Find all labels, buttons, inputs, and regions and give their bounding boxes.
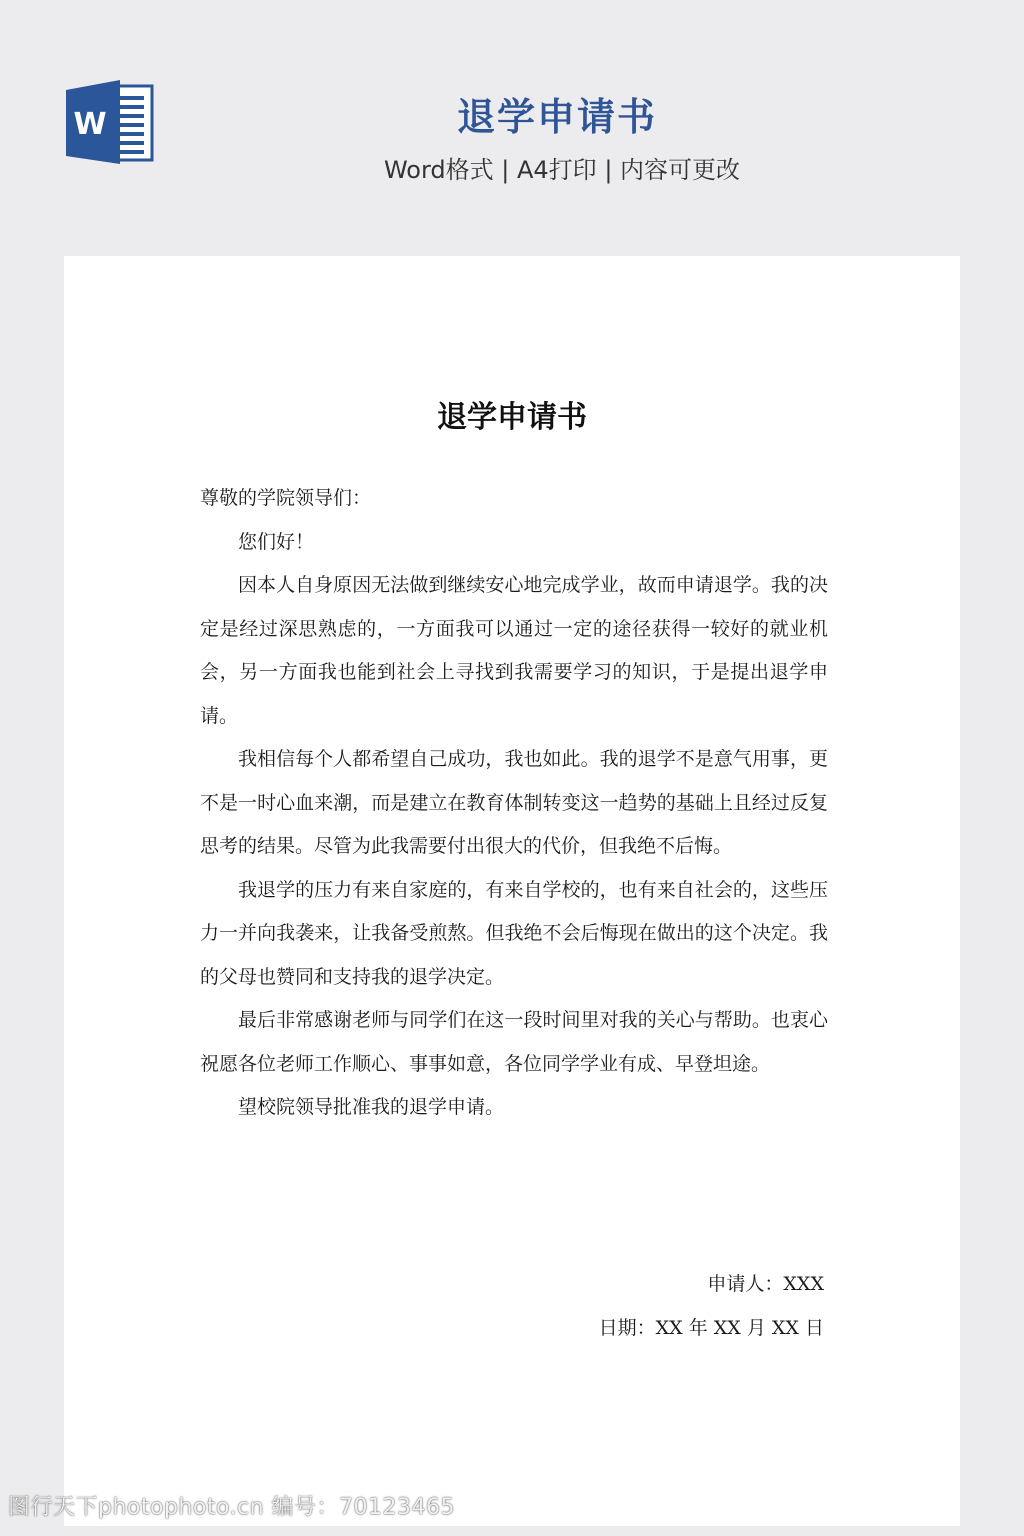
paragraph-thanks: 最后非常感谢老师与同学们在这一段时间里对我的关心与帮助。也衷心祝愿各位老师工作顺心、事事如意，各位同学学业有成、早登坦途。: [200, 1009, 828, 1075]
document-body: [200, 477, 828, 1130]
salutation: 尊敬的学院领导们：: [200, 487, 372, 509]
svg-text:W: W: [73, 107, 107, 142]
document-page: [64, 256, 960, 1526]
paragraph-greeting: 您们好！: [238, 530, 315, 553]
applicant-line: 申请人：XXX: [707, 1273, 824, 1295]
page-title: 退学申请书: [456, 95, 657, 139]
page-subtitle: Word格式 | A4打印 | 内容可更改: [383, 156, 741, 184]
paragraph-pressure: 我退学的压力有来自家庭的，有来自学校的，也有来自社会的，这些压力一并向我袭来，让我备受煎熬。但我绝不会后悔现在做出的这个决定。我的父母也赞同和支持我的退学决定。: [200, 878, 828, 988]
document-title: 退学申请书: [437, 400, 587, 435]
watermark: 图行天下photophoto.cn 编号：70123465: [8, 1495, 456, 1520]
paragraph-request: 望校院领导批准我的退学申请。: [238, 1096, 505, 1118]
paragraph-reason: 因本人自身原因无法做到继续安心地完成学业，故而申请退学。我的决定是经过深思熟虑的，一方面我可以通过一定的途径获得一较好的就业机会，另一方面我也能到社会上寻找到我需要学习的知识，于是提出退学申请。: [200, 574, 828, 727]
paragraph-belief: 我相信每个人都希望自己成功，我也如此。我的退学不是意气用事，更不是一时心血来潮，而是建立在教育体制转变这一趋势的基础上且经过反复思考的结果。尽管为此我需要付出很大的代价，但我绝不后悔。: [200, 748, 828, 857]
signature-block: [599, 1262, 824, 1350]
header-banner: [0, 0, 1024, 256]
date-line: 日期：XX 年 XX 月 XX 日: [598, 1317, 824, 1339]
